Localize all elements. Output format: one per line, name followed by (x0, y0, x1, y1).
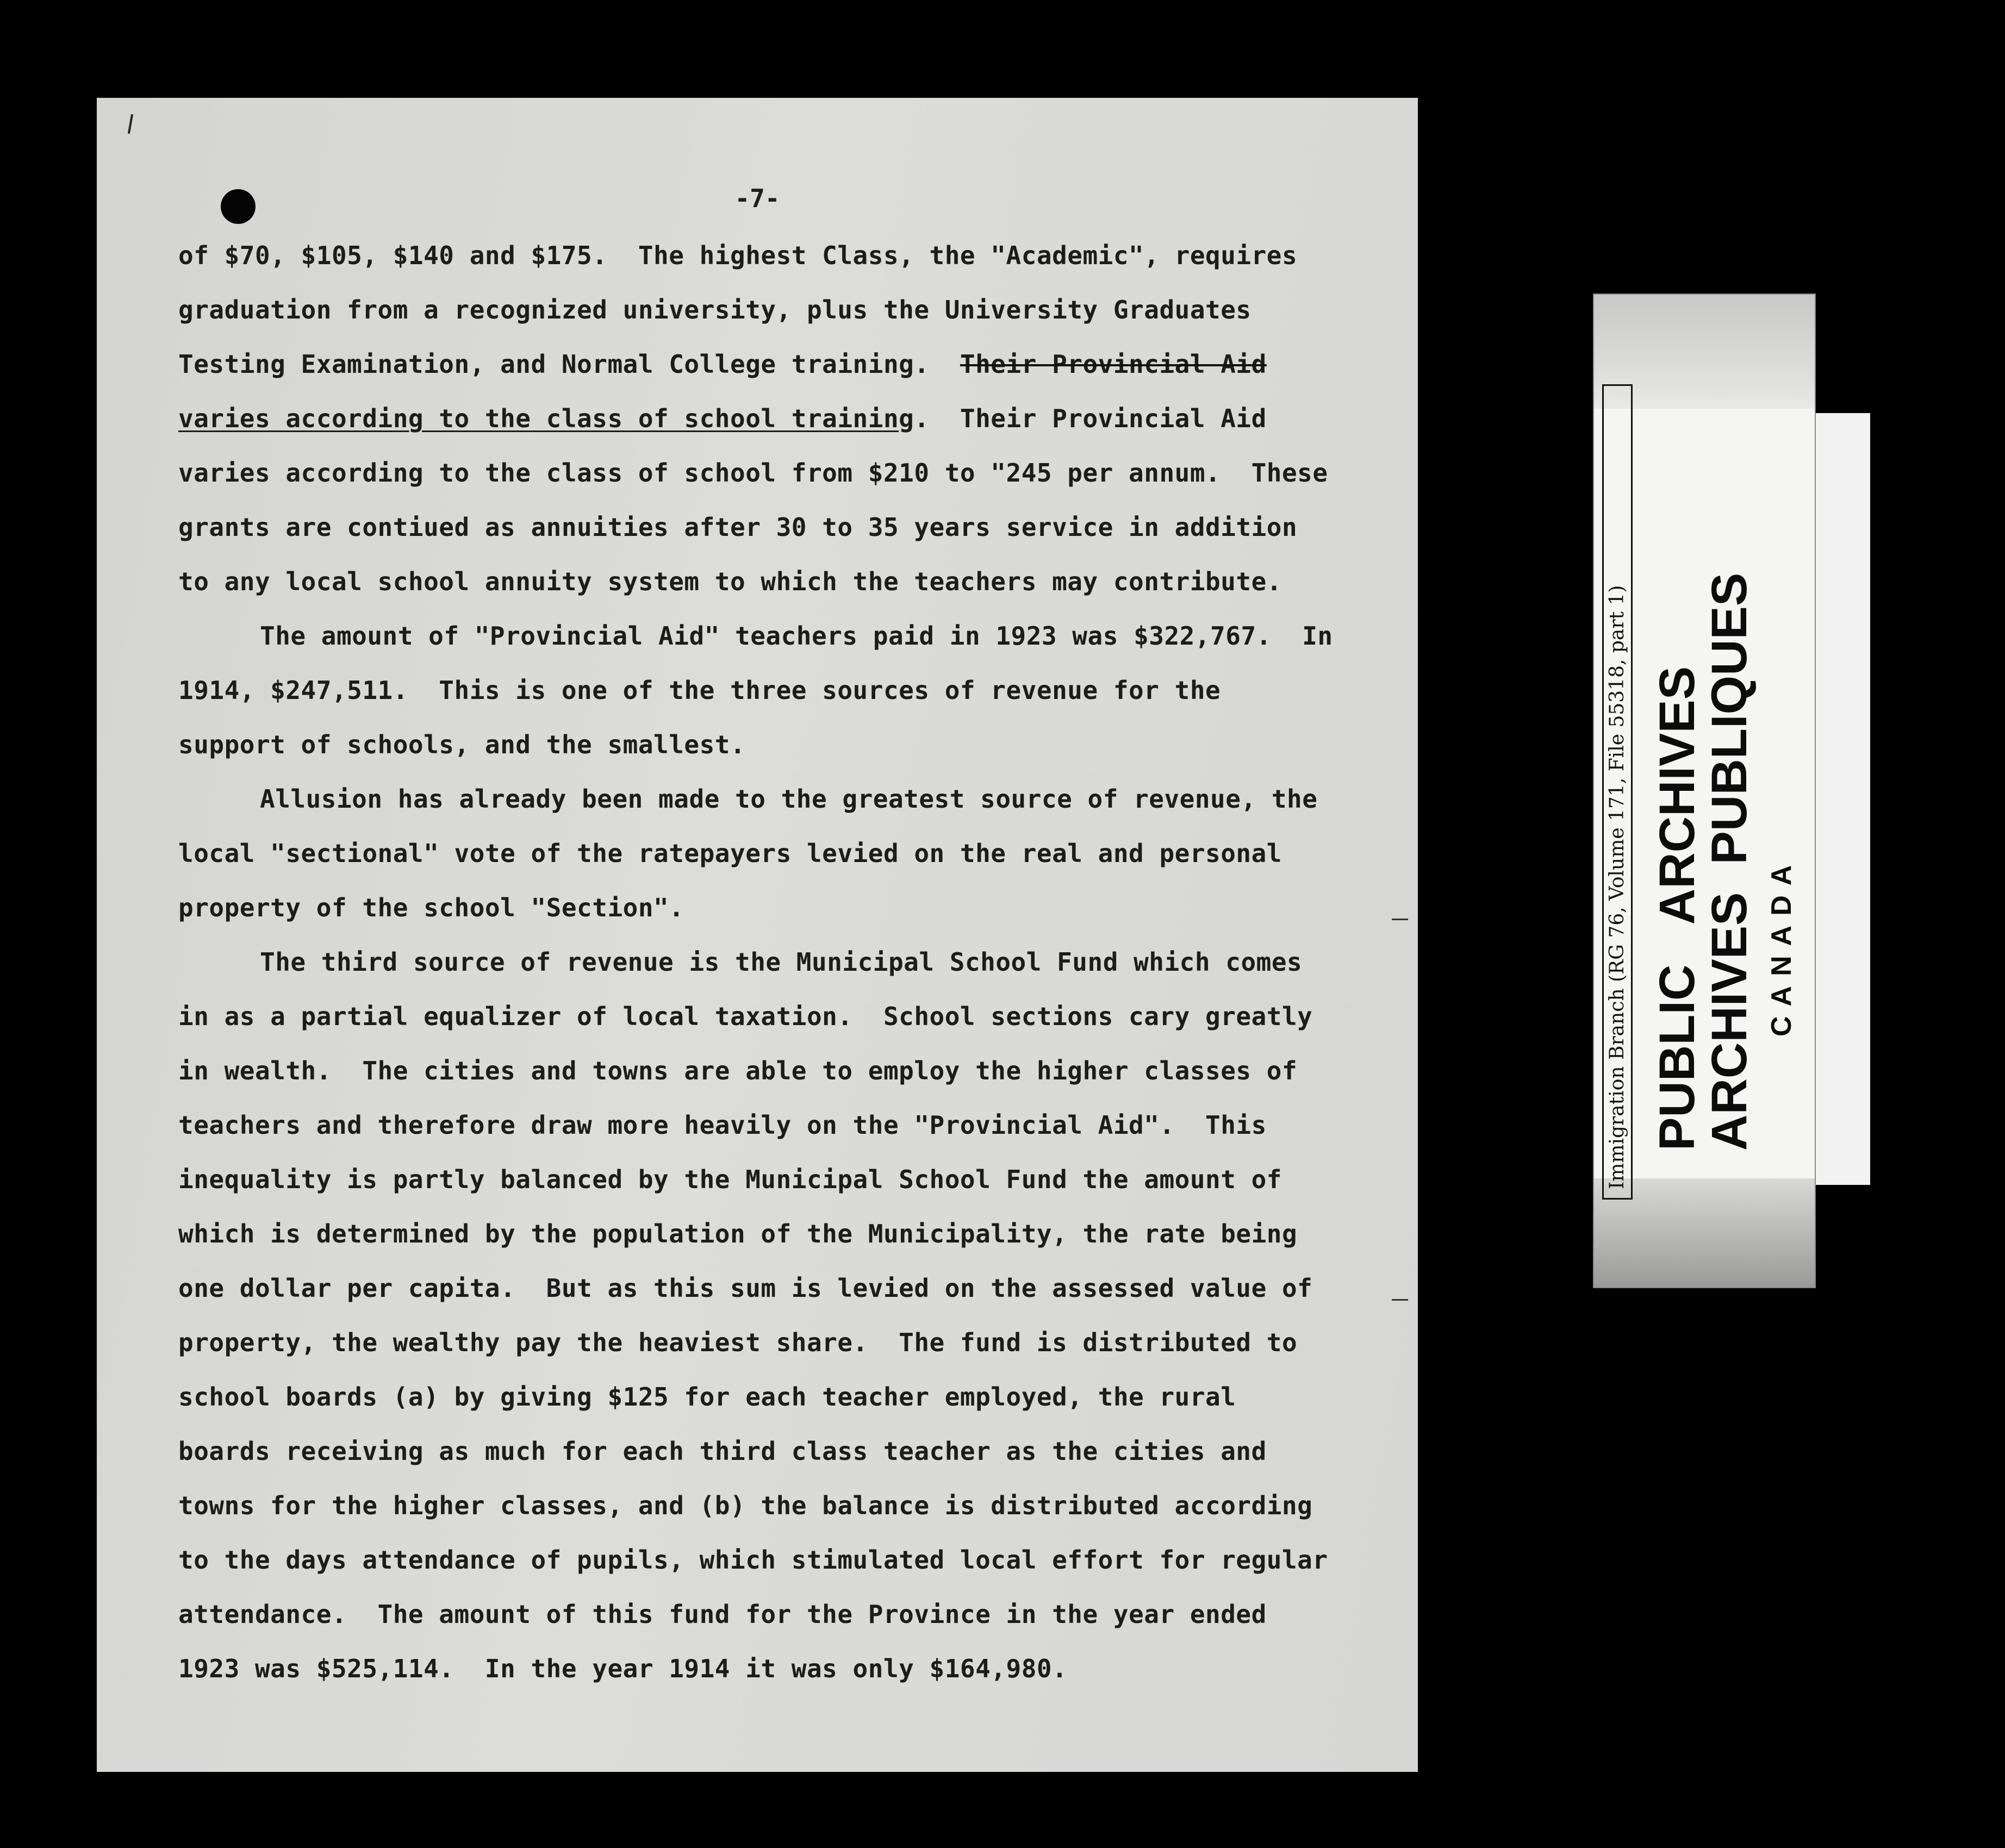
page-number: -7- (734, 184, 780, 213)
text-line: local "sectional" vote of the ratepayers levied on the real and personal (178, 839, 1282, 868)
struck-text: Their Provincial Aid (960, 349, 1267, 379)
text-line (178, 391, 1333, 446)
archive-title-line: PUBLIC ARCHIVES (1649, 666, 1705, 1151)
text-line: property, the wealthy pay the heaviest share. The fund is distributed to (178, 1328, 1298, 1357)
margin-mark (1392, 919, 1408, 920)
archive-reference: Immigration Branch (RG 76, Volume 171, File 55318, part 1) (1602, 384, 1633, 1200)
text-line: teachers and therefore draw more heavily on the "Provincial Aid". This (178, 1110, 1267, 1140)
text-line: which is determined by the population of the Municipality, the rate being (178, 1219, 1298, 1248)
text-line: of $70, $105, $140 and $175. The highest Class, the "Academic", requires (178, 241, 1298, 270)
archive-country: CANADA (1766, 855, 1797, 1037)
text-line: towns for the higher classes, and (b) the balance is distributed according (178, 1491, 1313, 1520)
margin-mark (1392, 1299, 1408, 1301)
typed-text (178, 228, 1333, 1696)
text-line: grants are contiued as annuities after 30 to 35 years service in addition (178, 513, 1298, 542)
text-line: The third source of revenue is the Municipal School Fund which comes (260, 947, 1303, 977)
text-line: property of the school "Section". (178, 893, 684, 922)
text-line: to the days attendance of pupils, which stimulated local effort for regular (178, 1545, 1328, 1575)
text-line: support of schools, and the smallest. (178, 730, 746, 759)
label-content (1597, 384, 1814, 1200)
text-line: 1923 was $525,114. In the year 1914 it was only $164,980. (178, 1654, 1068, 1683)
archive-title-line: ARCHIVES PUBLIQUES (1702, 572, 1757, 1151)
text-line: The amount of "Provincial Aid" teachers paid in 1923 was $322,767. In (260, 621, 1333, 651)
text-line: school boards (a) by giving $125 for each teacher employed, the rural (178, 1382, 1236, 1412)
archive-label (1593, 294, 1816, 1288)
text-line: 1914, $247,511. This is one of the three sources of revenue for the (178, 676, 1221, 705)
text-line: in as a partial equalizer of local taxation. School sections cary greatly (178, 1002, 1313, 1031)
text-line (178, 337, 1333, 391)
text-line: varies according to the class of school from $210 to "245 per annum. These (178, 458, 1328, 488)
text-line: boards receiving as much for each third class teacher as the cities and (178, 1437, 1267, 1466)
text-line: attendance. The amount of this fund for the Province in the year ended (178, 1600, 1267, 1629)
text-line-part: g. Their Provincial Aid (899, 404, 1267, 433)
archive-title (1651, 573, 1755, 1151)
text-line: Allusion has already been made to the greatest source of revenue, the (260, 784, 1318, 814)
document-page (97, 98, 1418, 1772)
margin-mark (128, 114, 133, 134)
text-line: inequality is partly balanced by the Municipal School Fund the amount of (178, 1165, 1282, 1194)
text-line-part: Testing Examination, and Normal College training. (178, 349, 930, 379)
text-line: in wealth. The cities and towns are able to employ the higher classes of (178, 1056, 1298, 1085)
text-line: to any local school annuity system to which the teachers may contribute. (178, 567, 1282, 596)
struck-text: varies according to the class of school trainin (178, 404, 899, 433)
text-line: graduation from a recognized university, plus the University Graduates (178, 295, 1251, 324)
text-line: one dollar per capita. But as this sum is levied on the assessed value of (178, 1273, 1313, 1303)
